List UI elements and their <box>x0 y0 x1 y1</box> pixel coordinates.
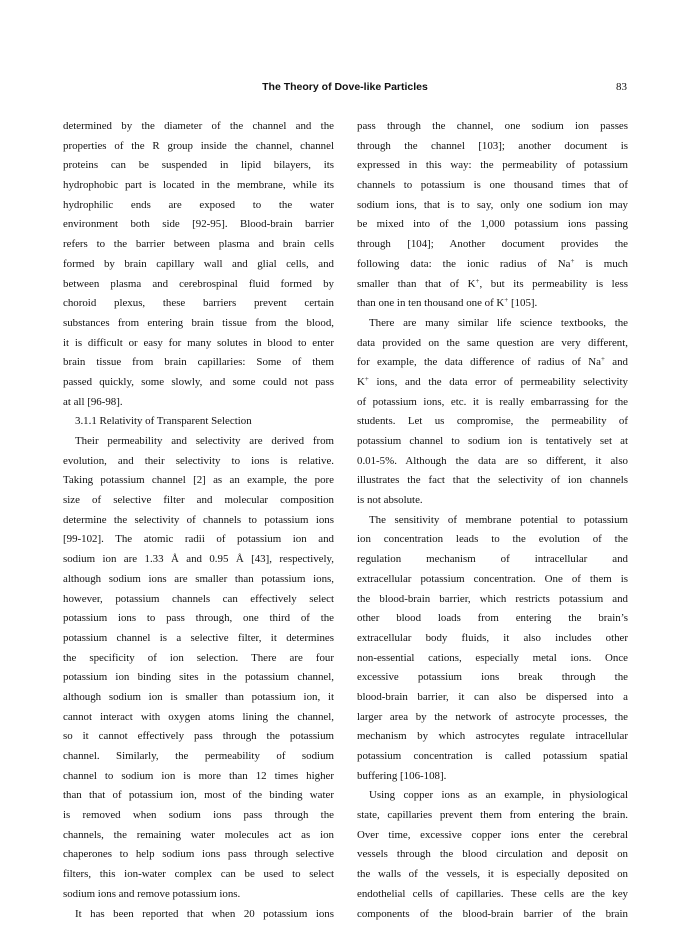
text-line <box>357 649 628 669</box>
text-line-continuation: , but its permeability is less <box>479 277 629 290</box>
text-line <box>357 235 628 255</box>
text-line <box>63 255 334 275</box>
text-line <box>63 491 334 511</box>
text-line <box>357 334 628 354</box>
text-line <box>357 668 628 688</box>
text-line-content: extracellular body fluids, it also includes other <box>357 631 628 644</box>
text-line-content: it is difficult or easy for many solutes in blood to enter <box>63 336 334 349</box>
text-line-content: endothelial cells of capillaries. These cells are the key <box>357 887 628 900</box>
right-text-column <box>357 117 628 924</box>
text-line-content: although sodium ions are smaller than potassium ions, <box>63 572 334 585</box>
text-line-content: channels to potassium is one thousand times that of <box>357 179 628 192</box>
text-line <box>63 845 334 865</box>
text-line <box>63 215 334 235</box>
text-line-content: hydrophobic part is located in the membrane, while its <box>63 179 334 192</box>
text-line-content: students. Let us compromise, the permeability of <box>357 415 628 428</box>
text-line <box>357 747 628 767</box>
text-line-content: cannot interact with oxygen atoms lining the channel, <box>63 710 334 723</box>
text-line-content: sodium ions and remove potassium ions. <box>63 887 241 900</box>
text-line <box>63 511 334 531</box>
text-line-content: choroid plexus, these barriers prevent certain <box>63 297 334 310</box>
text-line <box>357 590 628 610</box>
text-line-content: formed by brain capillary wall and glial cells, and <box>63 257 334 270</box>
text-line <box>63 117 334 137</box>
text-line <box>63 294 334 314</box>
superscript-charge: + <box>600 355 605 364</box>
text-line <box>357 826 628 846</box>
text-line <box>63 668 334 688</box>
text-line <box>357 196 628 216</box>
text-line <box>63 334 334 354</box>
text-line <box>63 747 334 767</box>
text-line-content: other blood loads from entering the brain’s <box>357 612 628 625</box>
text-line <box>63 786 334 806</box>
text-line-content: passed quickly, some slowly, and some could not pass <box>63 375 334 388</box>
text-line-content: potassium channel is a selective filter, it determines <box>63 631 334 644</box>
text-line <box>357 845 628 865</box>
text-line <box>63 570 334 590</box>
text-line <box>357 314 628 334</box>
text-line-content: properties of the R group inside the channel, channel <box>63 139 334 152</box>
running-header <box>0 81 690 97</box>
text-line-content: brain tissue from brain capillaries: Some of them <box>63 356 334 369</box>
text-line <box>357 708 628 728</box>
text-line <box>357 294 628 314</box>
text-line-content: at all [96-98]. <box>63 395 123 408</box>
text-line-content: following data: the ionic radius of Na <box>357 257 571 270</box>
text-line <box>357 511 628 531</box>
text-line-content: the specificity of ion selection. There are four <box>63 651 334 664</box>
text-line <box>63 176 334 196</box>
text-line <box>357 373 628 393</box>
text-line-content: substances from entering brain tissue from the blood, <box>63 316 334 329</box>
text-line-content: state, capillaries prevent them from entering the brain. <box>357 809 628 822</box>
text-line-content: Their permeability and selectivity are derived from <box>75 435 334 447</box>
text-line-content: illustrates the fact that the selectivity of ion channels <box>357 474 628 487</box>
text-line <box>357 156 628 176</box>
text-line <box>63 353 334 373</box>
text-line-content: so it cannot effectively pass through the potassium <box>63 730 334 743</box>
text-line-content: non-essential cations, especially metal ions. Once <box>357 651 628 664</box>
text-line <box>357 905 628 925</box>
text-line <box>357 865 628 885</box>
text-line <box>63 885 334 905</box>
text-line <box>357 688 628 708</box>
text-line <box>357 609 628 629</box>
text-line <box>63 235 334 255</box>
text-line-content: evolution, and their selectivity to ions is relative. <box>63 454 334 467</box>
text-line-content: excessive potassium ions break through the <box>357 671 628 684</box>
text-line <box>63 609 334 629</box>
text-line <box>63 137 334 157</box>
text-line-content: sodium ion are 1.33 Å and 0.95 Å [43], respectively, <box>63 553 334 566</box>
text-line <box>63 471 334 491</box>
text-line <box>357 491 628 511</box>
text-line-content: Taking potassium channel [2] as an example, the pore <box>63 474 334 487</box>
text-line-content: through the channel [103]; another document is <box>357 139 628 152</box>
text-line <box>63 196 334 216</box>
text-line-content: environment both side [92-95]. Blood-brain barrier <box>63 218 334 231</box>
text-line-content: of potassium ions, etc. it is really embarrassing for the <box>357 395 628 408</box>
text-line-content: It has been reported that when 20 potassium ions <box>75 907 334 920</box>
text-line-content: through [104]; Another document provides the <box>357 238 628 251</box>
text-line-content: The sensitivity of membrane potential to potassium <box>369 513 628 526</box>
text-line-content: channel to sodium ion is more than 12 times higher <box>63 769 334 782</box>
text-line-content: Using copper ions as an example, in physiological <box>369 789 628 802</box>
text-line-content: 3.1.1 Relativity of Transparent Selection <box>75 415 252 428</box>
text-line-content: potassium ions to pass through, one third of the <box>63 612 334 625</box>
text-line-content: vessels through the blood circulation and deposit on <box>357 848 628 861</box>
text-line <box>357 530 628 550</box>
text-line <box>357 885 628 905</box>
text-line <box>357 786 628 806</box>
text-line <box>357 412 628 432</box>
text-line <box>63 629 334 649</box>
text-line-content: 0.01-5%. Although the data are so different, it also <box>357 454 628 467</box>
text-line-content: is removed when sodium ions pass through the <box>63 809 334 822</box>
text-line-content: than one in ten thousand one of K <box>357 297 505 310</box>
text-line-content: chaperones to help sodium ions pass through selective <box>63 848 334 861</box>
text-line-content: Over time, excessive copper ions enter the cerebral <box>357 828 628 841</box>
text-line <box>63 727 334 747</box>
text-line <box>63 373 334 393</box>
text-line <box>357 275 628 295</box>
text-line <box>63 767 334 787</box>
text-line <box>357 393 628 413</box>
text-line <box>63 649 334 669</box>
text-line <box>63 826 334 846</box>
text-line <box>357 117 628 137</box>
text-line <box>357 215 628 235</box>
text-line <box>63 393 334 413</box>
text-line <box>357 353 628 373</box>
text-line <box>63 314 334 334</box>
text-line <box>357 432 628 452</box>
text-line <box>357 550 628 570</box>
text-line <box>357 137 628 157</box>
text-line-content: smaller than that of K <box>357 277 476 290</box>
superscript-charge: + <box>570 256 575 265</box>
text-line-content: blood-brain barrier, it can also be dispersed into a <box>357 690 628 703</box>
text-line <box>357 255 628 275</box>
text-line-content: extracellular potassium concentration. One of them is <box>357 572 628 585</box>
text-line <box>63 412 334 432</box>
text-line <box>63 432 334 452</box>
text-line-continuation: ions, and the data error of permeability selectivity <box>368 375 628 388</box>
text-line-content: although sodium ion is smaller than potassium ion, it <box>63 690 334 703</box>
running-title: The Theory of Dove-like Particles <box>262 81 428 93</box>
text-line <box>63 275 334 295</box>
text-line-content: larger area by the network of astrocyte processes, the <box>357 710 628 723</box>
text-line <box>357 629 628 649</box>
text-line-content: however, potassium channels can effectively select <box>63 592 334 605</box>
text-line-content: channel. Similarly, the permeability of sodium <box>63 750 334 762</box>
text-line-content: the blood-brain barrier, which restricts potassium and <box>357 592 628 605</box>
text-line-content: potassium channel to sodium ion is tentatively set at <box>357 435 628 447</box>
text-line-content: for example, the data difference of radius of Na <box>357 356 601 369</box>
text-line <box>63 452 334 472</box>
text-line <box>357 176 628 196</box>
text-line <box>63 708 334 728</box>
text-line <box>357 727 628 747</box>
text-line-content: is not absolute. <box>357 494 423 507</box>
text-line-continuation: is much <box>574 257 628 270</box>
text-line <box>357 471 628 491</box>
text-line-content: regulation mechanism of intracellular and <box>357 553 628 566</box>
text-line-content: potassium concentration is called potassium spatial <box>357 750 628 762</box>
page-number: 83 <box>616 81 627 93</box>
text-line-content: [99-102]. The atomic radii of potassium ion and <box>63 533 334 546</box>
text-line <box>63 550 334 570</box>
superscript-charge: + <box>364 374 369 383</box>
text-line-content: size of selective filter and molecular composition <box>63 494 334 507</box>
text-line-content: pass through the channel, one sodium ion passes <box>357 120 628 132</box>
text-line-content: proteins can be suspended in lipid bilayers, its <box>63 159 334 172</box>
text-line-content: There are many similar life science textbooks, the <box>369 316 628 329</box>
text-line <box>63 530 334 550</box>
text-line-content: refers to the barrier between plasma and brain cells <box>63 238 334 251</box>
text-line <box>63 156 334 176</box>
text-line-continuation: and <box>604 356 628 369</box>
superscript-charge: + <box>504 296 509 305</box>
text-line-content: ion concentration leads to the evolution of the <box>357 533 628 546</box>
text-line-content: hydrophilic ends are exposed to the water <box>63 198 334 211</box>
text-line-content: K <box>357 375 365 388</box>
text-line <box>357 570 628 590</box>
text-line-content: mechanism by which astrocytes regulate intracellular <box>357 730 628 743</box>
text-line-content: be mixed into of the 1,000 potassium ions passing <box>357 218 628 231</box>
text-line <box>63 590 334 610</box>
text-line <box>63 806 334 826</box>
text-line-content: buffering [106-108]. <box>357 769 447 782</box>
text-line <box>357 806 628 826</box>
text-line-content: the walls of the vessels, it is especially deposited on <box>357 868 628 881</box>
left-text-column <box>63 117 334 924</box>
superscript-charge: + <box>475 276 480 285</box>
text-line-content: expressed in this way: the permeability of potassium <box>357 159 628 172</box>
text-line-content: filters, this ion-water complex can be used to select <box>63 868 334 881</box>
text-line-content: determined by the diameter of the channel and the <box>63 120 334 132</box>
text-line <box>357 452 628 472</box>
text-line-content: data provided on the same question are very different, <box>357 336 628 349</box>
text-line-content: than that of potassium ion, most of the binding water <box>63 789 334 802</box>
text-line-continuation: [105]. <box>508 297 538 310</box>
text-line-content: sodium ions, that is to say, only one sodium ion may <box>357 198 628 211</box>
text-line <box>63 865 334 885</box>
text-line <box>63 905 334 925</box>
text-line-content: channels, the remaining water molecules act as ion <box>63 828 334 841</box>
text-line-content: between plasma and cerebrospinal fluid formed by <box>63 277 334 290</box>
text-line-content: potassium ion binding sites in the potassium channel, <box>63 671 334 684</box>
text-line-content: components of the blood-brain barrier of the brain <box>357 907 628 920</box>
text-line-content: determine the selectivity of channels to potassium ions <box>63 513 334 526</box>
text-line <box>357 767 628 787</box>
text-line <box>63 688 334 708</box>
